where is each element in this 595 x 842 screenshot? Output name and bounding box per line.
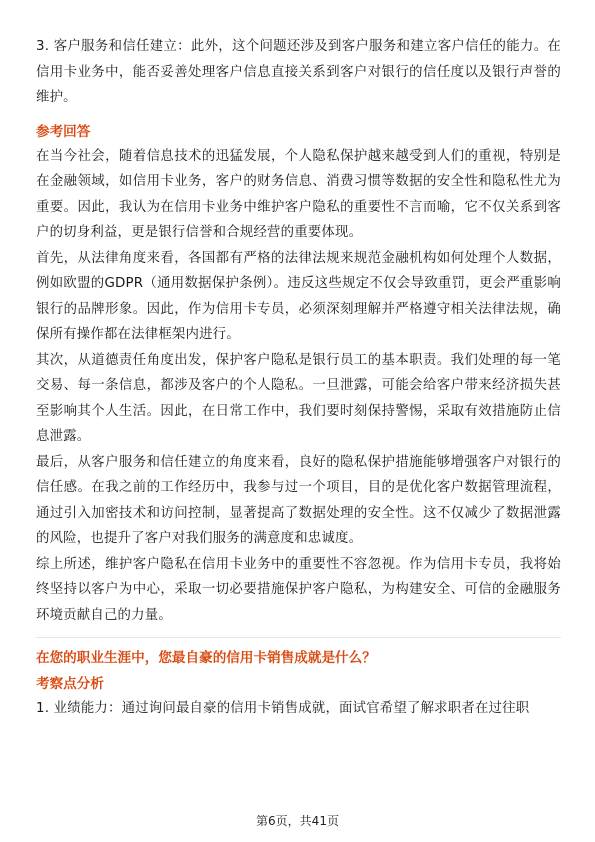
answer-paragraph-3: 其次，从道德责任角度出发，保护客户隐私是银行员工的基本职责。我们处理的每一笔交易、每一条信息，都涉及客户的个人隐私。一旦泄露，可能会给客户带来经济损失甚至影响其个人生活。因此，在日常工作中，我们要时刻保持警惕，采取有效措施防止信息泄露。 <box>36 352 561 444</box>
page-indicator: 第6页，共41页 <box>256 814 339 828</box>
intro-point-3: 3. 客户服务和信任建立：此外，这个问题还涉及到客户服务和建立客户信任的能力。在信用卡业务中，能否妥善处理客户信息直接关系到客户对银行的信任度以及银行声誉的维护。 <box>36 39 561 105</box>
reference-answer-heading: 参考回答 <box>36 123 91 140</box>
answer-paragraph-4: 最后，从客户服务和信任建立的角度来看，良好的隐私保护措施能够增强客户对银行的信任感。在我之前的工作经历中，我参与过一个项目，目的是优化客户数据管理流程，通过引入加密技术和访问控制，显著提高了数据处理的安全性。这不仅减少了数据泄露的风险，也提升了客户对我们服务的满意度和忠诚度。 <box>36 454 561 546</box>
next-question-title: 在您的职业生涯中，您最自豪的信用卡销售成就是什么？ <box>36 650 376 666</box>
answer-paragraph-1: 在当今社会，随着信息技术的迅猛发展，个人隐私保护越来越受到人们的重视，特别是在金融领域，如信用卡业务，客户的财务信息、消费习惯等数据的安全性和隐私性尤为重要。因此，我认为在信用卡业务中维护客户隐私的重要性不言而喻，它不仅关系到客户的切身利益，更是银行信誉和合规经营的重要体现。 <box>36 148 561 240</box>
section-divider <box>36 637 561 638</box>
answer-paragraph-5: 综上所述，维护客户隐私在信用卡业务中的重要性不容忽视。作为信用卡专员，我将始终坚持以客户为中心，采取一切必要措施保护客户隐私，为构建安全、可信的金融服务环境贡献自己的力量。 <box>36 556 561 623</box>
analysis-point-1: 1. 业绩能力：通过询问最自豪的信用卡销售成就，面试官希望了解求职者在过往职 <box>36 701 530 716</box>
document-page <box>36 34 561 722</box>
answer-paragraph-2: 首先，从法律角度来看，各国都有严格的法律法规来规范金融机构如何处理个人数据，例如欧盟的GDPR（通用数据保护条例）。违反这些规定不仅会导致重罚，更会严重影响银行的品牌形象。因此，作为信用卡专员，必须深刻理解并严格遵守相关法律法规，确保所有操作都在法律框架内进行。 <box>36 250 561 342</box>
analysis-heading: 考察点分析 <box>36 676 104 692</box>
